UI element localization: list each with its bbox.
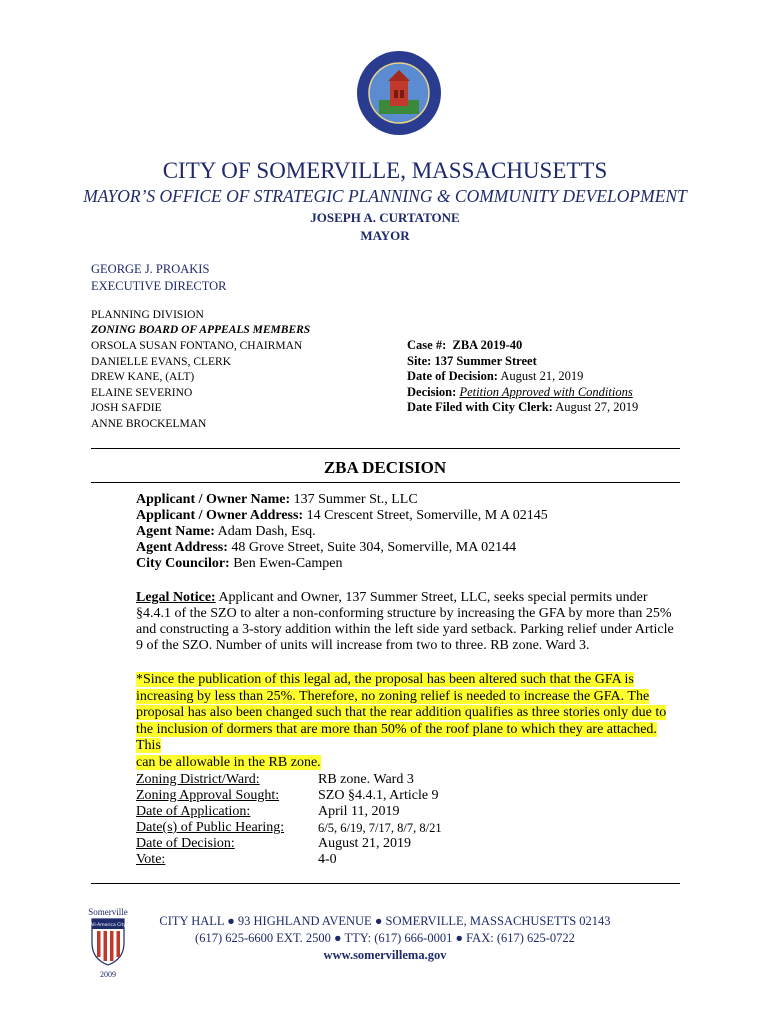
footer-address: CITY HALL ● 93 HIGHLAND AVENUE ● SOMERVILLE, MASSACHUSETTS 02143 <box>159 914 611 928</box>
detail-key: Date of Decision: <box>136 836 235 851</box>
detail-key: Zoning District/Ward: <box>136 772 260 787</box>
note-line: proposal has also been changed such that the rear addition qualifies as three stories only due to <box>136 705 667 720</box>
board-member: ORSOLA SUSAN FONTANO, CHAIRMAN <box>91 340 303 352</box>
detail-key: Vote: <box>136 852 166 867</box>
note-line: increasing by less than 25%. Therefore, no zoning relief is needed to increase the GFA. The <box>136 688 650 704</box>
detail-value: August 21, 2019 <box>318 836 411 851</box>
case-number-label: Case #: <box>407 338 447 352</box>
detail-value: 6/5, 6/19, 7/17, 8/7, 8/21 <box>318 821 442 835</box>
city-seal-logo <box>356 50 442 136</box>
footer-phones: (617) 625-6600 EXT. 2500 ● TTY: (617) 666-0001 ● FAX: (617) 625-0722 <box>195 931 575 945</box>
agent-name: Adam Dash, Esq. <box>217 524 316 539</box>
applicant-name: 137 Summer St., LLC <box>293 492 418 507</box>
decision-date: August 21, 2019 <box>500 369 584 383</box>
office-title: MAYOR’S OFFICE OF STRATEGIC PLANNING & COMMUNITY DEVELOPMENT <box>83 186 687 206</box>
divider <box>91 448 680 449</box>
decision-date-label: Date of Decision: <box>407 369 498 383</box>
director-name: GEORGE J. PROAKIS <box>91 262 210 276</box>
divider <box>91 883 680 884</box>
detail-key: Date of Application: <box>136 804 251 819</box>
highlighted-note <box>136 672 684 771</box>
detail-value: 4-0 <box>318 852 337 867</box>
applicant-address-label: Applicant / Owner Address: <box>136 508 304 523</box>
divider <box>91 482 680 483</box>
applicant-address: 14 Crescent Street, Somerville, M A 02145 <box>306 508 548 523</box>
note-line: *Since the publication of this legal ad, the proposal has been altered such that the GFA is <box>136 672 634 687</box>
filed-date: August 27, 2019 <box>555 400 639 414</box>
legal-notice <box>136 590 684 654</box>
board-members <box>91 339 302 432</box>
agent-address-label: Agent Address: <box>136 540 228 555</box>
decision-title: ZBA DECISION <box>323 458 447 477</box>
mayor-name: JOSEPH A. CURTATONE <box>310 210 460 225</box>
note-line: can be allowable in the RB zone. <box>136 754 321 770</box>
filed-label: Date Filed with City Clerk: <box>407 400 553 414</box>
decision-value: Petition Approved with Conditions <box>459 384 633 399</box>
board-member: ELAINE SEVERINO <box>91 386 193 399</box>
footer <box>0 913 770 964</box>
footer-website-link[interactable]: www.somervillema.gov <box>323 948 447 962</box>
detail-key: Date(s) of Public Hearing: <box>136 820 285 835</box>
case-number: ZBA 2019-40 <box>452 338 523 352</box>
decision-label: Decision: <box>407 384 457 399</box>
agent-name-label: Agent Name: <box>136 524 215 539</box>
city-councilor-label: City Councilor: <box>136 556 230 571</box>
mayor-title: MAYOR <box>360 228 410 243</box>
board-member: DANIELLE EVANS, CLERK <box>91 355 232 368</box>
board-member: ANNE BROCKELMAN <box>91 417 207 430</box>
board-heading: ZONING BOARD OF APPEALS MEMBERS <box>91 324 311 336</box>
logo-top-text: Somerville <box>88 907 128 917</box>
detail-value: April 11, 2019 <box>318 804 400 819</box>
site-value: 137 Summer Street <box>434 353 537 368</box>
city-councilor: Ben Ewen-Campen <box>233 556 343 571</box>
detail-value: RB zone. Ward 3 <box>318 772 414 787</box>
director-title: EXECUTIVE DIRECTOR <box>91 279 227 293</box>
city-title: CITY OF SOMERVILLE, MASSACHUSETTS <box>162 158 608 183</box>
applicant-name-label: Applicant / Owner Name: <box>136 492 291 507</box>
applicant-block <box>136 492 548 572</box>
legal-notice-label: Legal Notice: <box>136 590 216 605</box>
legal-notice-text: Applicant and Owner, 137 Summer Street, LLC, seeks special permits under §4.4.1 of the SZO to alter a non-conforming structure by increasing the GFA by more than 25% and constructing a 3-story addition within the left side yard setback. Parking relief under Article 9 of the SZO. Number of units will increase from two to three. RB zone. Ward 3. <box>136 590 674 653</box>
logo-year: 2009 <box>100 970 116 979</box>
site-label: Site: <box>407 353 432 368</box>
agent-address: 48 Grove Street, Suite 304, Somerville, MA 02144 <box>231 540 517 555</box>
logo-mid-text: All-America City <box>90 923 126 928</box>
division-label: PLANNING DIVISION <box>91 309 204 321</box>
board-member: JOSH SAFDIE <box>91 402 162 414</box>
note-line: the inclusion of dormers that are more than 50% of the roof plane to which they are attached. This <box>136 721 657 753</box>
zoning-details <box>136 772 442 868</box>
detail-value: SZO §4.4.1, Article 9 <box>318 788 439 803</box>
detail-key: Zoning Approval Sought: <box>136 788 280 803</box>
board-member: DREW KANE, (ALT) <box>91 371 195 383</box>
case-info <box>407 338 638 416</box>
